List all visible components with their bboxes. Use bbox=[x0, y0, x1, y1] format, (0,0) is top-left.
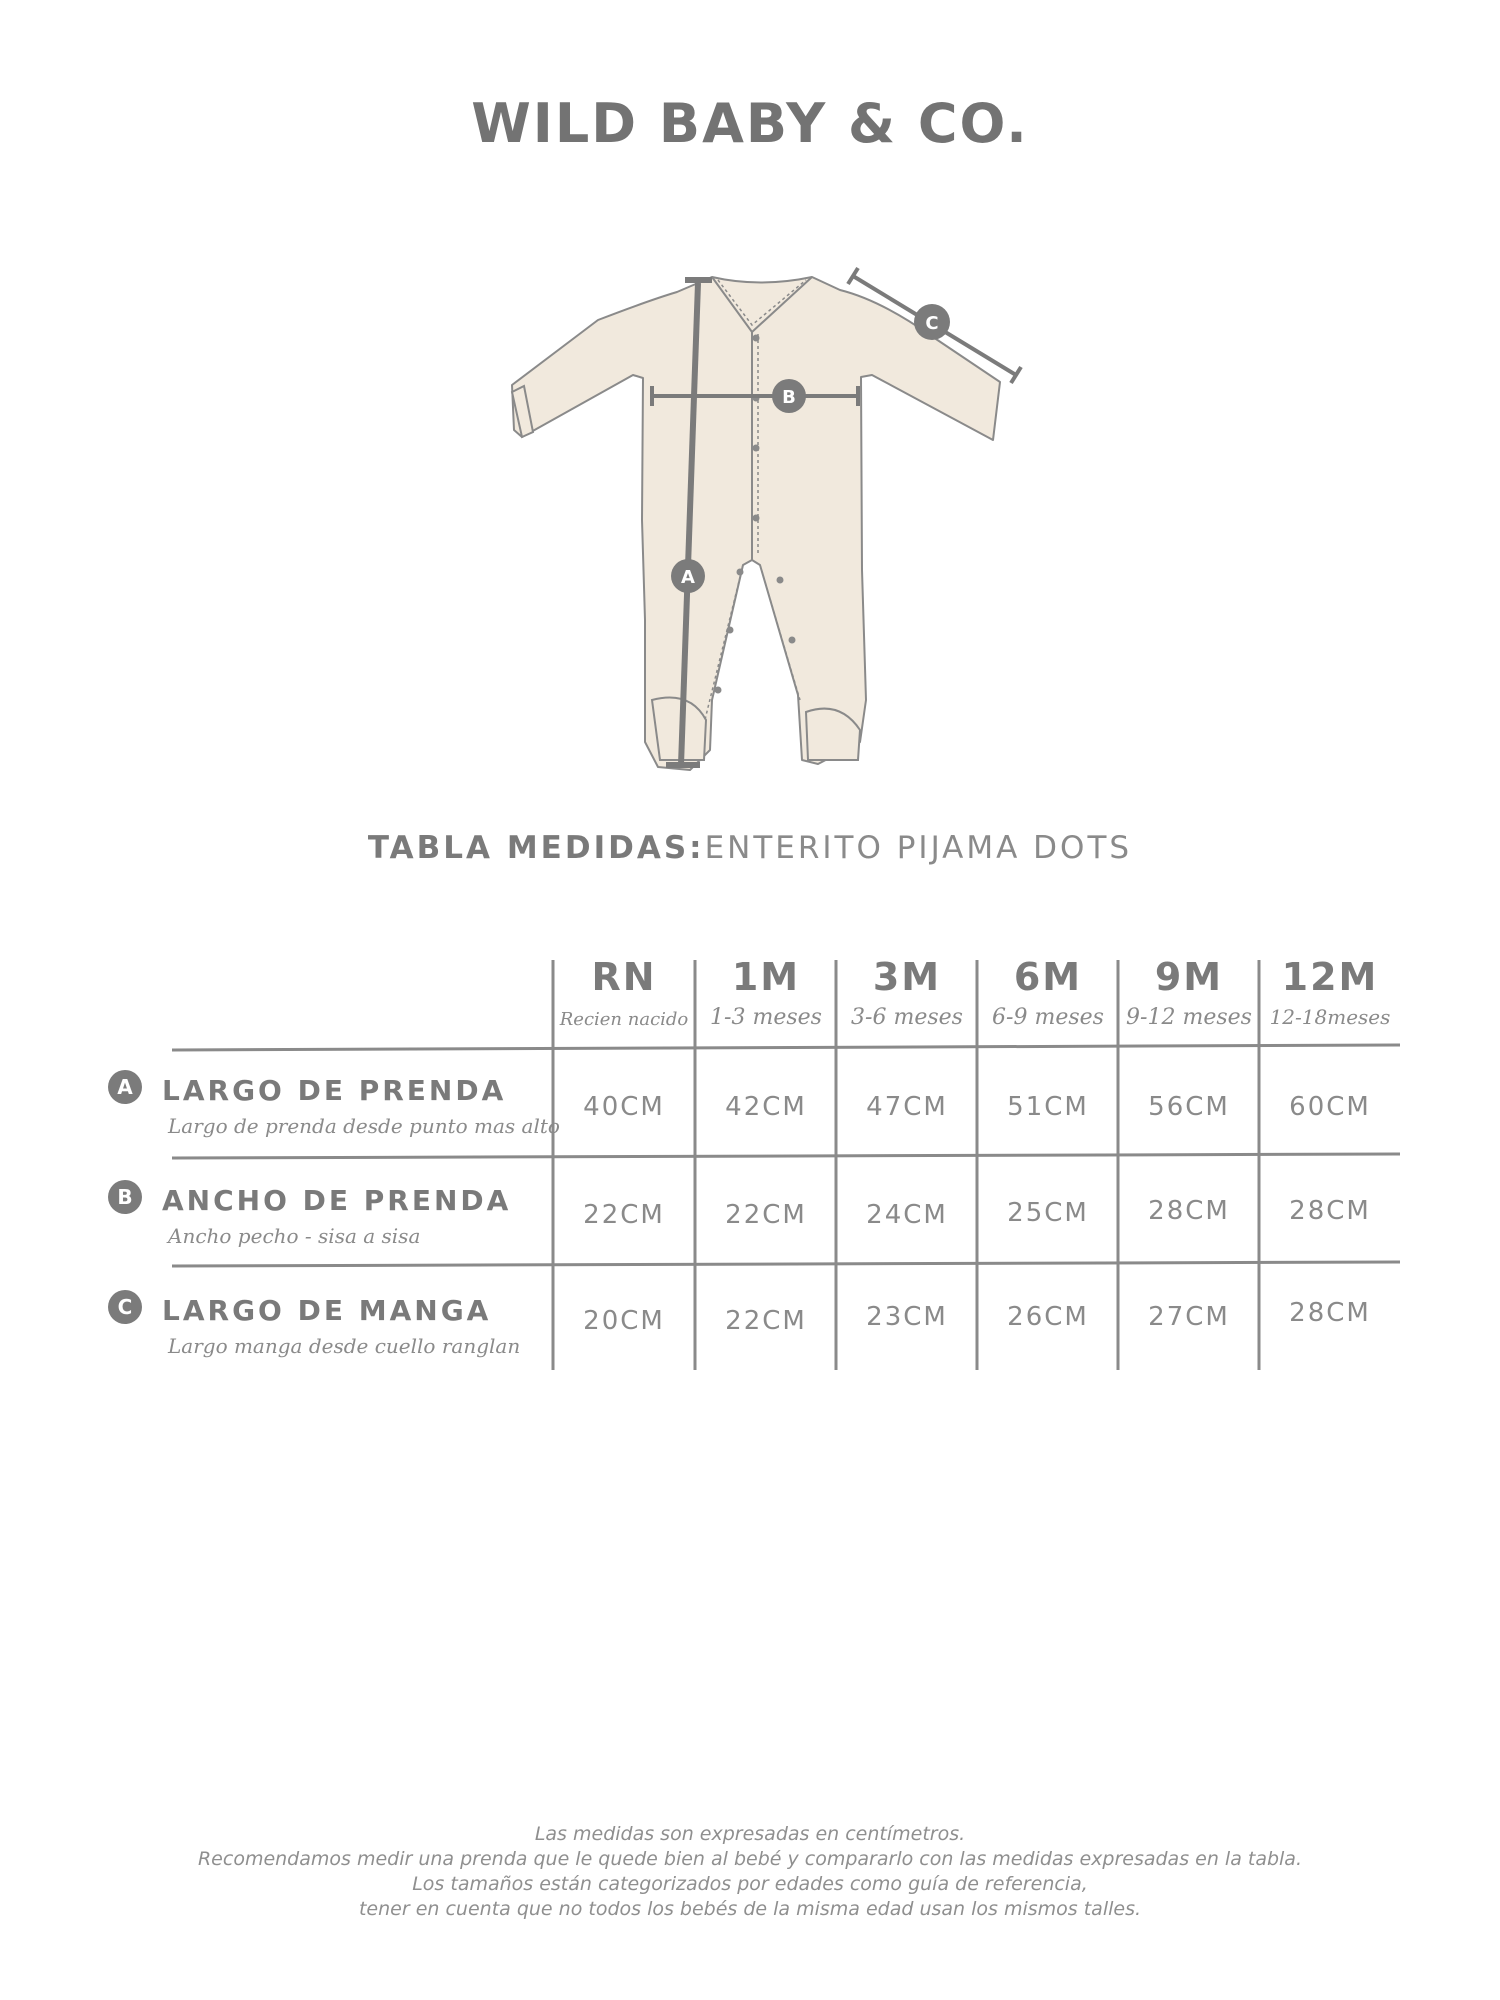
badge-a: A bbox=[108, 1070, 142, 1104]
table-cell: 28CM bbox=[1148, 1196, 1230, 1226]
size-label: 1M bbox=[731, 955, 801, 999]
age-label: 1-3 meses bbox=[710, 1005, 822, 1030]
row-description: Ancho pecho - sisa a sisa bbox=[168, 1224, 421, 1248]
table-cell: 22CM bbox=[583, 1200, 665, 1230]
brand-title: WILD BABY & CO. bbox=[471, 92, 1029, 155]
table-cell: 42CM bbox=[725, 1092, 807, 1122]
row-description: Largo manga desde cuello ranglan bbox=[168, 1334, 521, 1358]
table-cell: 40CM bbox=[583, 1092, 665, 1122]
size-header-6m bbox=[978, 955, 1118, 1030]
row-title: LARGO DE PRENDA bbox=[162, 1074, 507, 1107]
footer-notes bbox=[0, 1822, 1500, 1922]
size-header-9m bbox=[1119, 955, 1259, 1030]
table-cell: 26CM bbox=[1007, 1302, 1089, 1332]
size-header-3m bbox=[837, 955, 977, 1030]
note-line: Las medidas son expresadas en centímetros. bbox=[534, 1823, 966, 1845]
table-cell: 60CM bbox=[1289, 1092, 1371, 1122]
badge-c: C bbox=[108, 1290, 142, 1324]
note-line: Recomendamos medir una prenda que le quede bien al bebé y compararlo con las medidas expresadas en la tabla. bbox=[197, 1848, 1302, 1870]
table-cell: 25CM bbox=[1007, 1198, 1089, 1228]
table-cell: 23CM bbox=[866, 1302, 948, 1332]
table-cell: 22CM bbox=[725, 1200, 807, 1230]
size-label: 6M bbox=[1013, 955, 1083, 999]
table-cell: 47CM bbox=[866, 1092, 948, 1122]
table-title-light: ENTERITO PIJAMA DOTS bbox=[704, 830, 1133, 866]
table-cell: 24CM bbox=[866, 1200, 948, 1230]
age-label: Recien nacido bbox=[559, 1009, 689, 1030]
size-label: RN bbox=[591, 955, 657, 999]
marker-b-label: B bbox=[782, 387, 796, 408]
table-title-bold: TABLA MEDIDAS: bbox=[367, 830, 705, 866]
table-cell: 51CM bbox=[1007, 1092, 1089, 1122]
age-label: 12-18meses bbox=[1269, 1005, 1391, 1029]
table-cell: 28CM bbox=[1289, 1196, 1371, 1226]
age-label: 6-9 meses bbox=[992, 1005, 1104, 1030]
note-line: Los tamaños están categorizados por edades como guía de referencia, bbox=[412, 1873, 1088, 1895]
size-label: 3M bbox=[872, 955, 942, 999]
table-cell: 22CM bbox=[725, 1306, 807, 1336]
note-line: tener en cuenta que no todos los bebés de la misma edad usan los mismos talles. bbox=[358, 1898, 1142, 1920]
table-cell: 20CM bbox=[583, 1306, 665, 1336]
table-cell: 56CM bbox=[1148, 1092, 1230, 1122]
marker-a-label: A bbox=[681, 567, 695, 588]
row-title: ANCHO DE PRENDA bbox=[162, 1184, 512, 1217]
size-header-12m bbox=[1260, 955, 1400, 1029]
age-label: 3-6 meses bbox=[851, 1005, 963, 1030]
size-label: 9M bbox=[1154, 955, 1224, 999]
size-header-1m bbox=[696, 955, 836, 1030]
age-label: 9-12 meses bbox=[1126, 1005, 1252, 1030]
size-header-rn bbox=[554, 955, 694, 1030]
size-label: 12M bbox=[1281, 955, 1379, 999]
table-cell: 28CM bbox=[1289, 1298, 1371, 1328]
table-cell: 27CM bbox=[1148, 1302, 1230, 1332]
badge-b: B bbox=[108, 1180, 142, 1214]
row-title: LARGO DE MANGA bbox=[162, 1294, 492, 1327]
row-description: Largo de prenda desde punto mas alto bbox=[168, 1114, 560, 1138]
marker-c-label: C bbox=[925, 313, 939, 334]
